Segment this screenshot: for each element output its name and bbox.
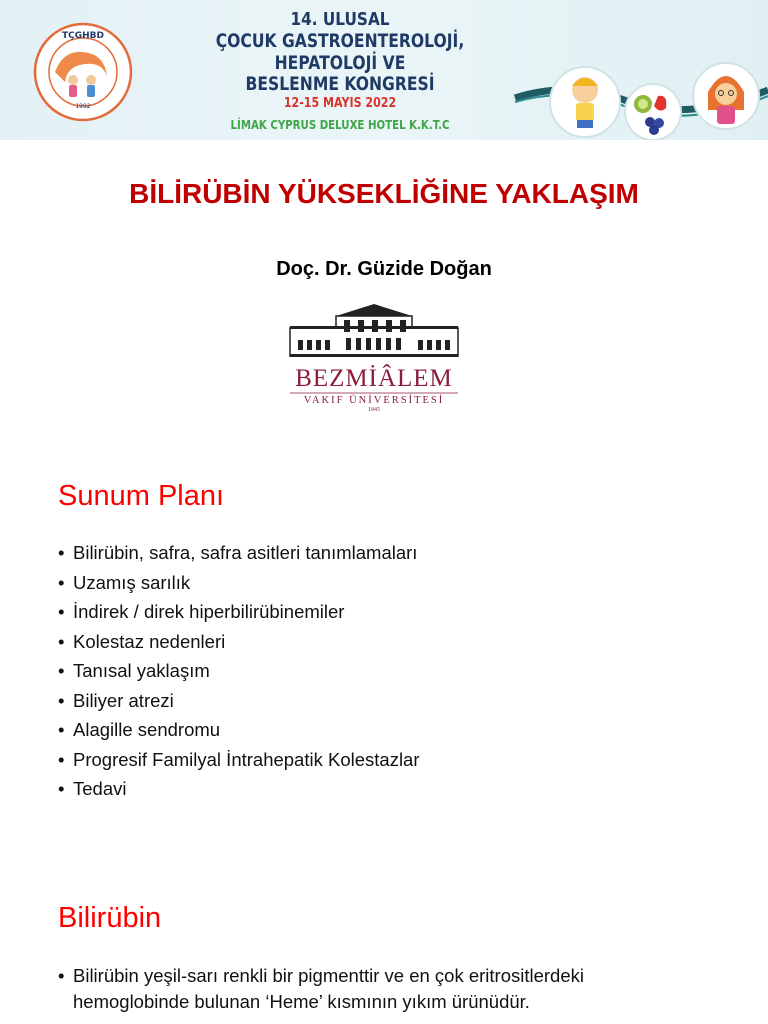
plan-item-text: İndirek / direk hiperbilirübinemiler <box>73 601 345 622</box>
plan-list <box>58 538 420 804</box>
bilirubin-paragraph <box>58 963 698 1015</box>
plan-item-text: Alagille sendromu <box>73 719 221 740</box>
author-name: Doç. Dr. Güzide Doğan <box>276 258 492 280</box>
bullet-marker: • <box>58 778 65 799</box>
bullet-marker: • <box>58 748 65 770</box>
bullet-marker: • <box>58 660 65 681</box>
bilirubin-heading: Bilirübin <box>58 902 162 934</box>
plan-list-item <box>58 656 420 686</box>
congress-title-line3: BESLENME KONGRESİ <box>245 73 435 96</box>
plan-list-item <box>58 568 420 598</box>
plan-list-item <box>58 774 420 804</box>
plan-list-item <box>58 597 420 627</box>
university-logo <box>288 302 460 412</box>
plan-item-text: Tedavi <box>73 778 127 799</box>
conference-banner <box>0 0 768 140</box>
congress-title-line1: 14. ULUSAL <box>290 9 390 30</box>
seal-acronym: TÇGHBD <box>62 31 104 41</box>
society-seal-logo <box>33 22 133 122</box>
seal-year: 1992 <box>75 103 91 110</box>
plan-item-text: Bilirübin, safra, safra asitleri tanımlamaları <box>73 542 418 563</box>
plan-list-item <box>58 745 420 775</box>
university-name: BEZMİÂLEM <box>295 365 453 392</box>
bullet-marker: • <box>58 542 65 563</box>
plan-list-item <box>58 686 420 716</box>
plan-list-item <box>58 715 420 745</box>
university-year: 1845 <box>368 407 380 412</box>
congress-title <box>150 10 530 96</box>
plan-item-text: Biliyer atrezi <box>73 689 174 711</box>
bullet-marker: • <box>58 571 65 593</box>
slide-title: BİLİRÜBİN YÜKSEKLİĞİNE YAKLAŞIM <box>129 178 639 209</box>
plan-item-text: Progresif Familyal İntrahepatik Kolestazlar <box>73 748 420 770</box>
plan-item-text: Uzamış sarılık <box>73 571 191 593</box>
bullet-marker: • <box>58 689 65 711</box>
bullet-marker: • <box>58 719 65 740</box>
plan-heading: Sunum Planı <box>58 480 225 512</box>
bilirubin-definition: Bilirübin yeşil-sarı renkli bir pigmenttir ve en çok eritrositlerdeki hemoglobinde bulunan ‘Heme’ kısmının yıkım ürünüdür. <box>73 965 584 1012</box>
bullet-marker: • <box>58 965 65 986</box>
congress-date: 12-15 MAYIS 2022 <box>283 96 397 111</box>
plan-item-text: Tanısal yaklaşım <box>73 660 210 681</box>
plan-list-item <box>58 538 420 568</box>
university-subtitle: VAKIF ÜNİVERSİTESİ <box>303 395 445 406</box>
bullet-marker: • <box>58 630 65 652</box>
congress-venue: LİMAK CYPRUS DELUXE HOTEL K.K.T.C <box>230 118 450 132</box>
congress-title-line2: ÇOCUK GASTROENTEROLOJİ, HEPATOLOJİ VE <box>215 29 465 74</box>
kids-fruit-illustration <box>510 50 768 140</box>
plan-list-item <box>58 627 420 657</box>
bullet-marker: • <box>58 601 65 622</box>
plan-item-text: Kolestaz nedenleri <box>73 630 226 652</box>
